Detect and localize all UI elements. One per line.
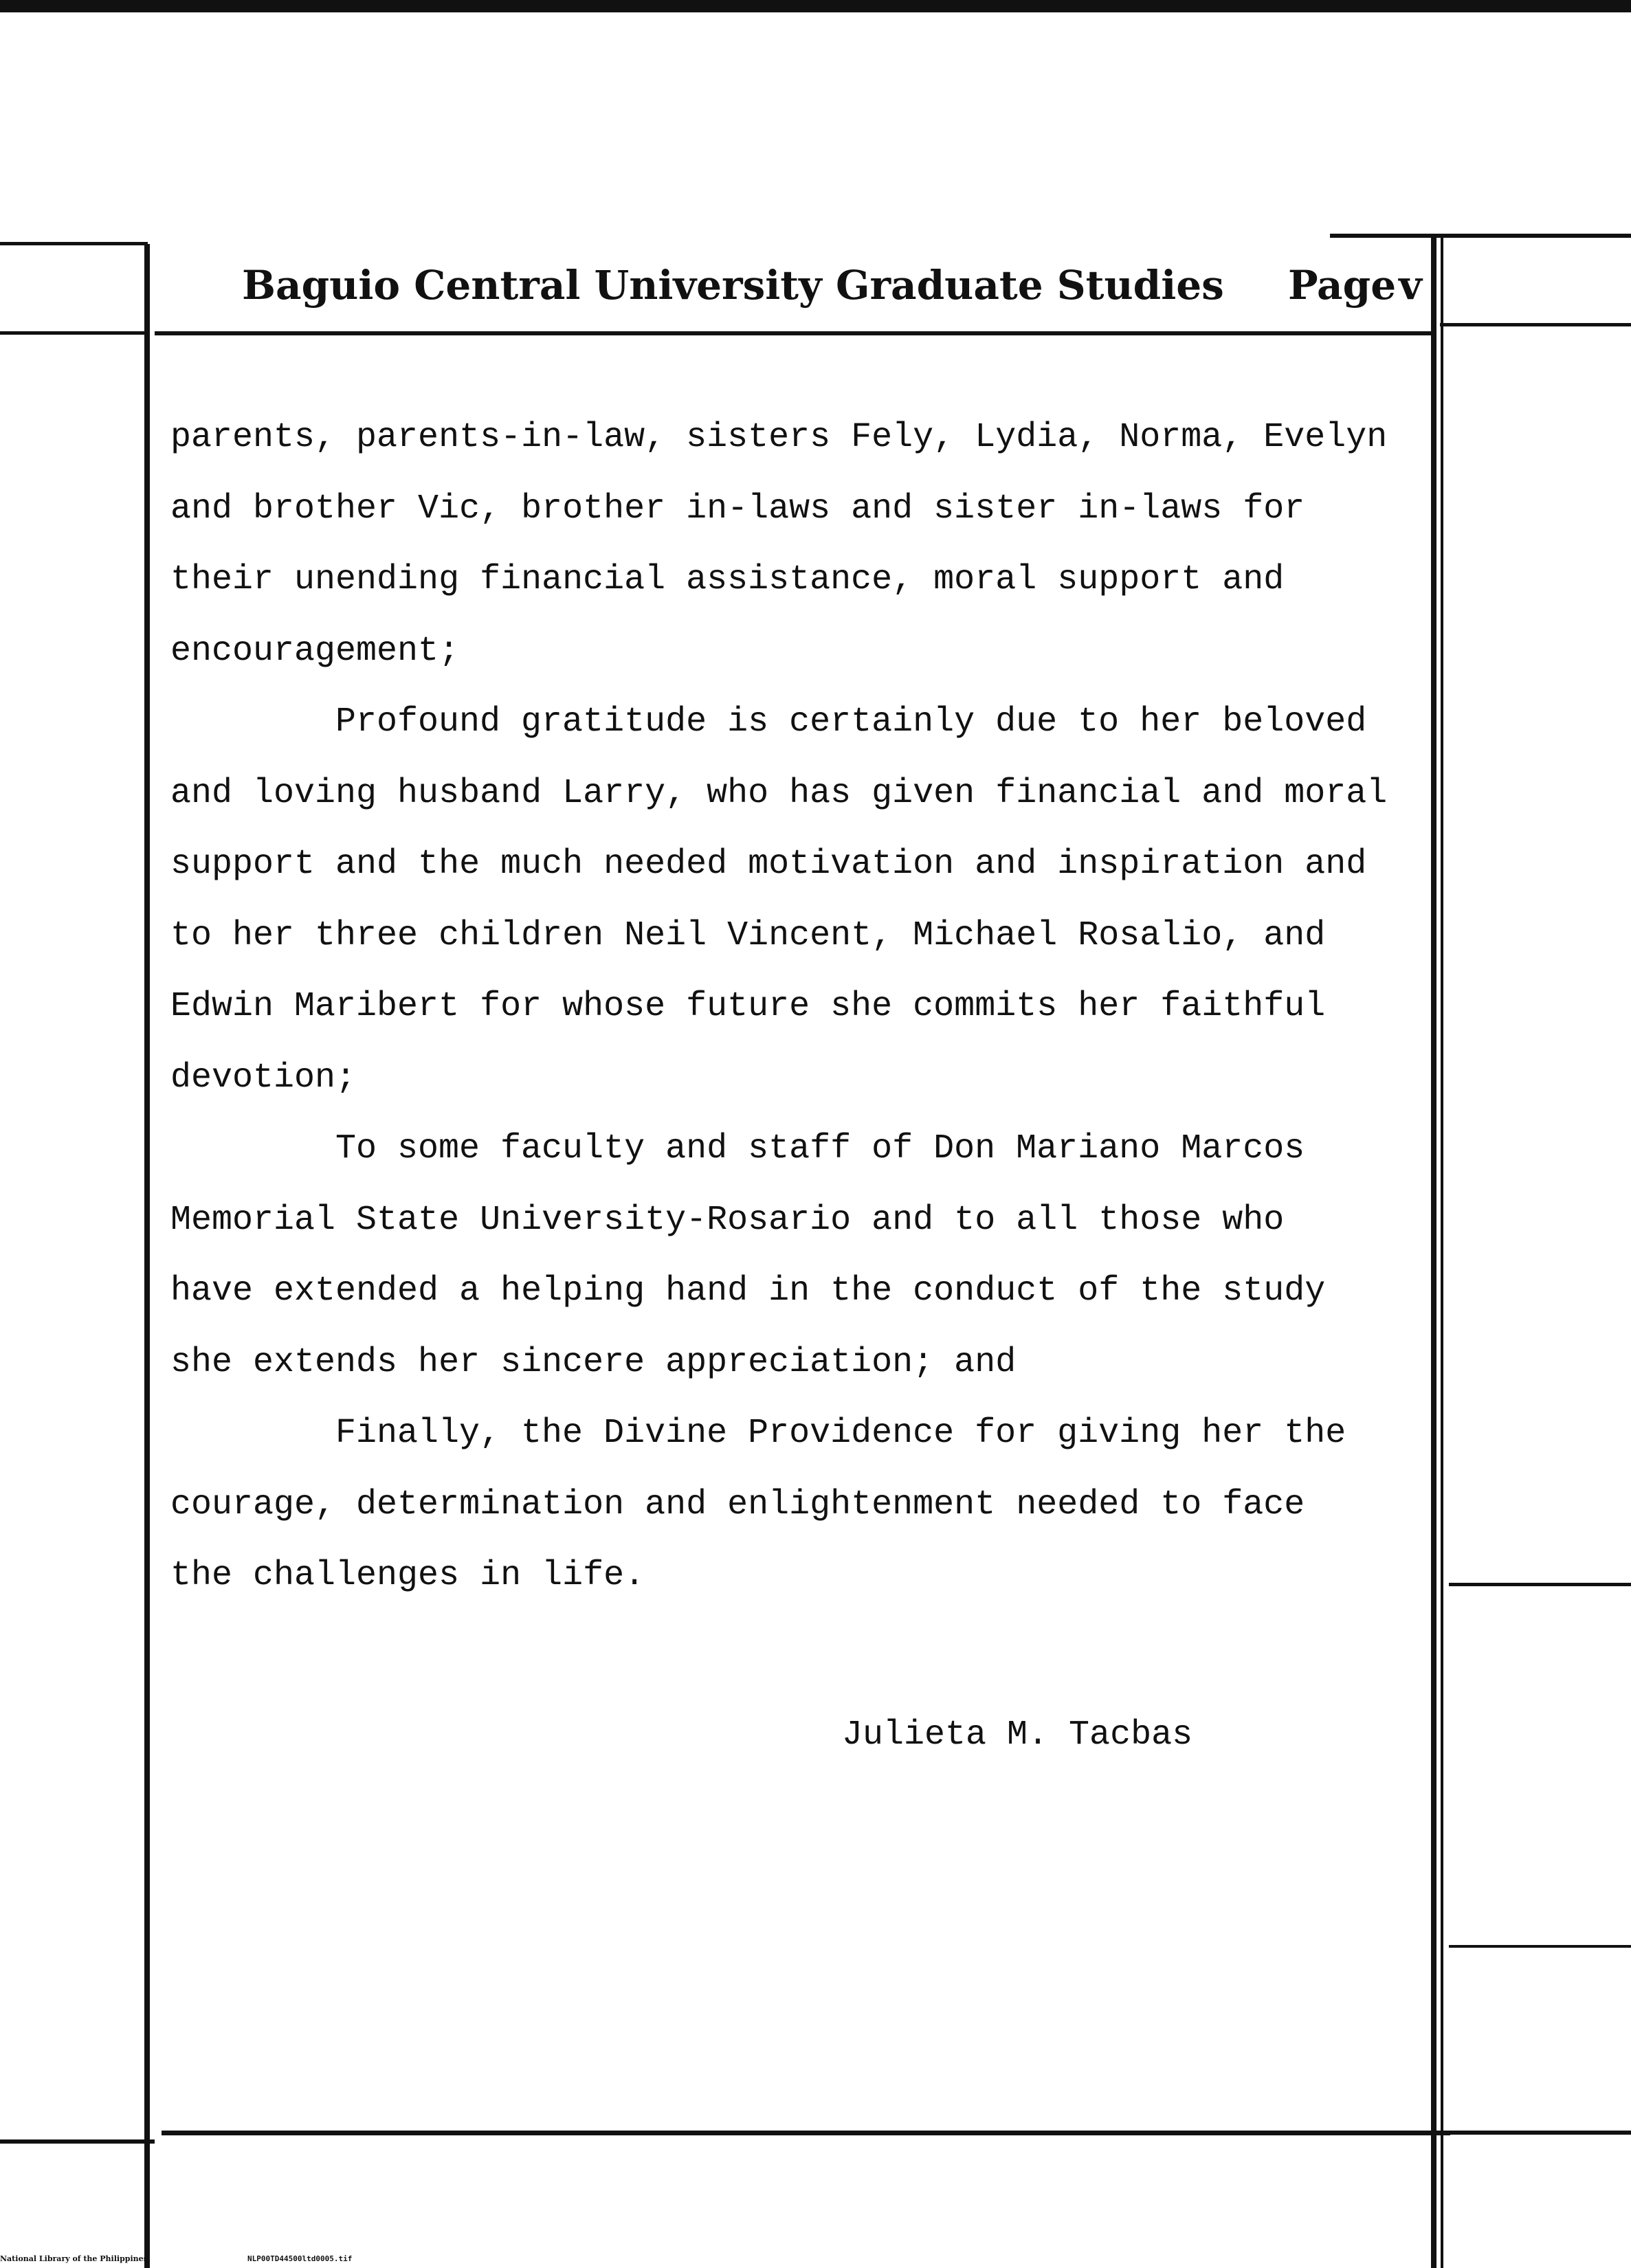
header-bottom-rule-left: [0, 331, 148, 335]
acknowledgment-body: [170, 402, 1428, 1612]
body-line: the challenges in life.: [170, 1556, 645, 1595]
body-line: To some faculty and staff of Don Mariano Marcos: [335, 1129, 1305, 1168]
right-tick-rule-upper: [1449, 1583, 1631, 1586]
left-margin-rule: [144, 244, 150, 2268]
header-top-rule-left: [0, 242, 148, 245]
body-line: courage, determination and enlightenment needed to face: [170, 1485, 1305, 1524]
body-line: parents, parents-in-law, sisters Fely, Lydia, Norma, Evelyn: [170, 418, 1388, 457]
footer-rule: [162, 2131, 1450, 2135]
author-signature-name: Julieta M. Tacbas: [842, 1715, 1193, 1755]
body-line: to her three children Neil Vincent, Michael Rosalio, and: [170, 915, 1326, 955]
body-line: support and the much needed motivation and inspiration and: [170, 845, 1367, 884]
body-line: Edwin Maribert for whose future she commits her faithful: [170, 987, 1326, 1026]
library-credit: National Library of the Philippines: [0, 2254, 148, 2263]
body-line: their unending financial assistance, moral support and: [170, 560, 1285, 599]
body-line: have extended a helping hand in the conduct of the study: [170, 1271, 1326, 1311]
body-line: encouragement;: [170, 631, 460, 671]
body-line: Profound gratitude is certainly due to her beloved: [335, 702, 1367, 742]
body-line: she extends her sincere appreciation; and: [170, 1342, 1017, 1382]
body-line: Memorial State University-Rosario and to all those who: [170, 1200, 1285, 1240]
right-tick-rule-lower: [1449, 1945, 1631, 1948]
header-top-rule-right: [1330, 234, 1631, 238]
page-number: v: [1399, 262, 1422, 309]
page-label: Page: [1288, 262, 1397, 309]
footer-rule-right: [1450, 2131, 1631, 2135]
scan-filename: NLP00TD44500ltd0005.tif: [247, 2254, 353, 2263]
right-margin-rule: [1431, 237, 1436, 2268]
body-line: Finally, the Divine Providence for giving her the: [335, 1414, 1346, 1453]
header-bottom-rule: [155, 331, 1433, 335]
body-line: and loving husband Larry, who has given financial and moral: [170, 773, 1388, 813]
body-line: devotion;: [170, 1058, 357, 1098]
page-header-title: Baguio Central University Graduate Studies: [242, 262, 1224, 309]
body-line: and brother Vic, brother in-laws and sister in-laws for: [170, 489, 1305, 529]
page-number-label: [1285, 258, 1423, 313]
top-edge-rule: [0, 0, 1631, 12]
header-bottom-rule-right: [1440, 323, 1631, 326]
right-margin-rule-outer: [1441, 237, 1443, 2268]
footer-rule-left: [0, 2139, 155, 2144]
